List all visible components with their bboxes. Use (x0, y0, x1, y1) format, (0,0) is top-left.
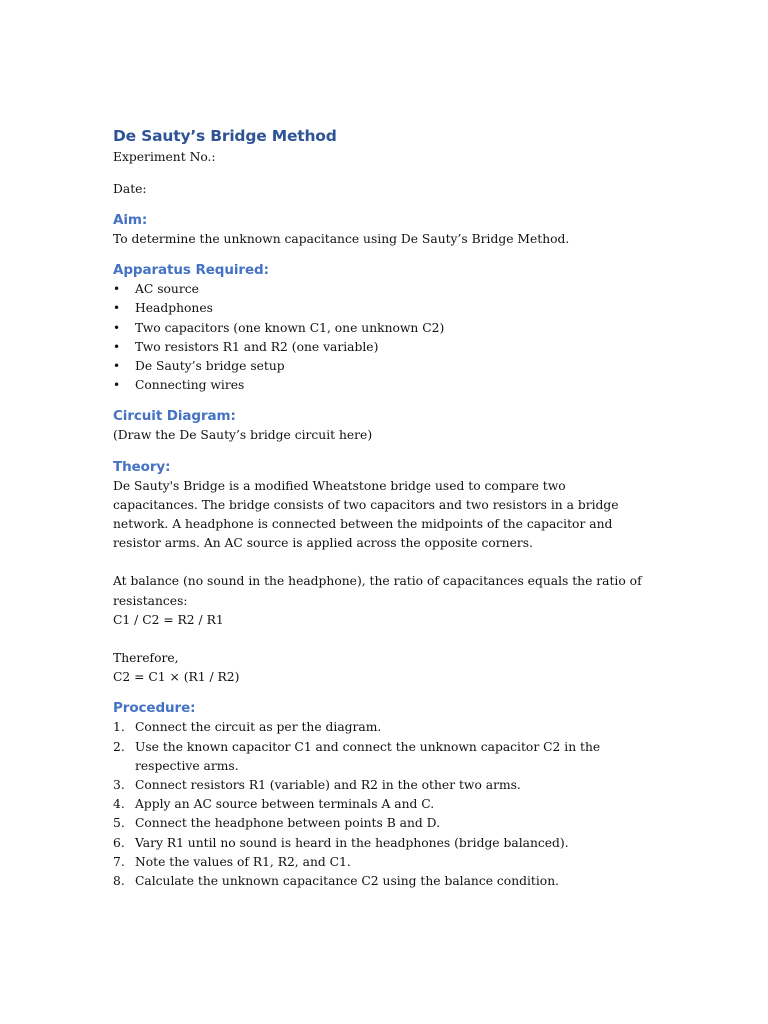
procedure-heading: Procedure: (113, 700, 196, 717)
document-title: De Sauty’s Bridge Method (113, 127, 337, 145)
spacer (113, 199, 653, 210)
list-item-text: Two resistors R1 and R2 (one variable) (135, 339, 379, 354)
spacer (113, 553, 653, 572)
circuit-text: (Draw the De Sauty’s bridge circuit here) (113, 428, 373, 443)
step-number: 3. (113, 777, 125, 792)
list-item-text: AC source (135, 282, 199, 297)
list-item (113, 338, 653, 357)
list-item-text: Connecting wires (135, 378, 245, 393)
bullet-icon: • (113, 339, 121, 354)
step-number: 4. (113, 797, 125, 812)
step-number: 7. (113, 854, 125, 869)
bullet-icon: • (113, 378, 121, 393)
step-number: 2. (113, 739, 125, 754)
list-item (113, 814, 653, 833)
list-item (113, 795, 653, 814)
list-item-text: Vary R1 until no sound is heard in the headphones (bridge balanced). (135, 835, 569, 850)
apparatus-heading: Apparatus Required: (113, 262, 269, 279)
theory-paragraph-1: De Sauty's Bridge is a modified Wheatstone bridge used to compare two capacitances. The bridge consists of two capacitors and two resistors in a bridge network. A headphone is connected between the midpoints of the capacitor and resistor arms. An AC source is applied across the opposite corners. (113, 478, 619, 551)
bullet-icon: • (113, 358, 121, 373)
list-item (113, 738, 653, 776)
spacer (113, 395, 653, 406)
list-item-text: Two capacitors (one known C1, one unknown C2) (135, 320, 445, 335)
list-item (113, 776, 653, 795)
list-item (113, 299, 653, 318)
spacer (113, 687, 653, 698)
list-item-text: Apply an AC source between terminals A and C. (135, 797, 435, 812)
bullet-icon: • (113, 301, 121, 316)
aim-heading: Aim: (113, 211, 148, 228)
list-item-text: De Sauty’s bridge setup (135, 358, 285, 373)
list-item-text: Use the known capacitor C1 and connect the unknown capacitor C2 in the respective arms. (135, 739, 601, 773)
theory-formula-1: C1 / C2 = R2 / R1 (113, 612, 224, 627)
theory-formula-2: C2 = C1 × (R1 / R2) (113, 670, 240, 685)
theory-therefore: Therefore, (113, 650, 179, 665)
spacer (113, 446, 653, 457)
step-number: 8. (113, 873, 125, 888)
document-page (113, 124, 653, 891)
list-item (113, 718, 653, 737)
step-number: 5. (113, 816, 125, 831)
apparatus-list (113, 280, 653, 395)
list-item (113, 357, 653, 376)
list-item-text: Connect the headphone between points B and D. (135, 816, 441, 831)
date-line: Date: (113, 181, 147, 196)
list-item-text: Calculate the unknown capacitance C2 using the balance condition. (135, 873, 560, 888)
list-item (113, 319, 653, 338)
spacer (113, 630, 653, 649)
step-number: 1. (113, 720, 125, 735)
aim-text: To determine the unknown capacitance using De Sauty’s Bridge Method. (113, 231, 570, 246)
list-item (113, 834, 653, 853)
circuit-heading: Circuit Diagram: (113, 408, 236, 425)
list-item-text: Note the values of R1, R2, and C1. (135, 854, 351, 869)
list-item-text: Connect resistors R1 (variable) and R2 in the other two arms. (135, 777, 521, 792)
step-number: 6. (113, 835, 125, 850)
bullet-icon: • (113, 320, 121, 335)
experiment-no-line: Experiment No.: (113, 150, 216, 164)
bullet-icon: • (113, 282, 121, 297)
list-item (113, 853, 653, 872)
list-item-text: Connect the circuit as per the diagram. (135, 720, 382, 735)
spacer (113, 167, 653, 180)
theory-paragraph-2: At balance (no sound in the headphone), the ratio of capacitances equals the ratio of resistances: (113, 574, 642, 608)
spacer (113, 249, 653, 260)
procedure-list (113, 718, 653, 891)
theory-heading: Theory: (113, 458, 171, 475)
list-item-text: Headphones (135, 301, 213, 316)
list-item (113, 872, 653, 891)
list-item (113, 376, 653, 395)
list-item (113, 280, 653, 299)
